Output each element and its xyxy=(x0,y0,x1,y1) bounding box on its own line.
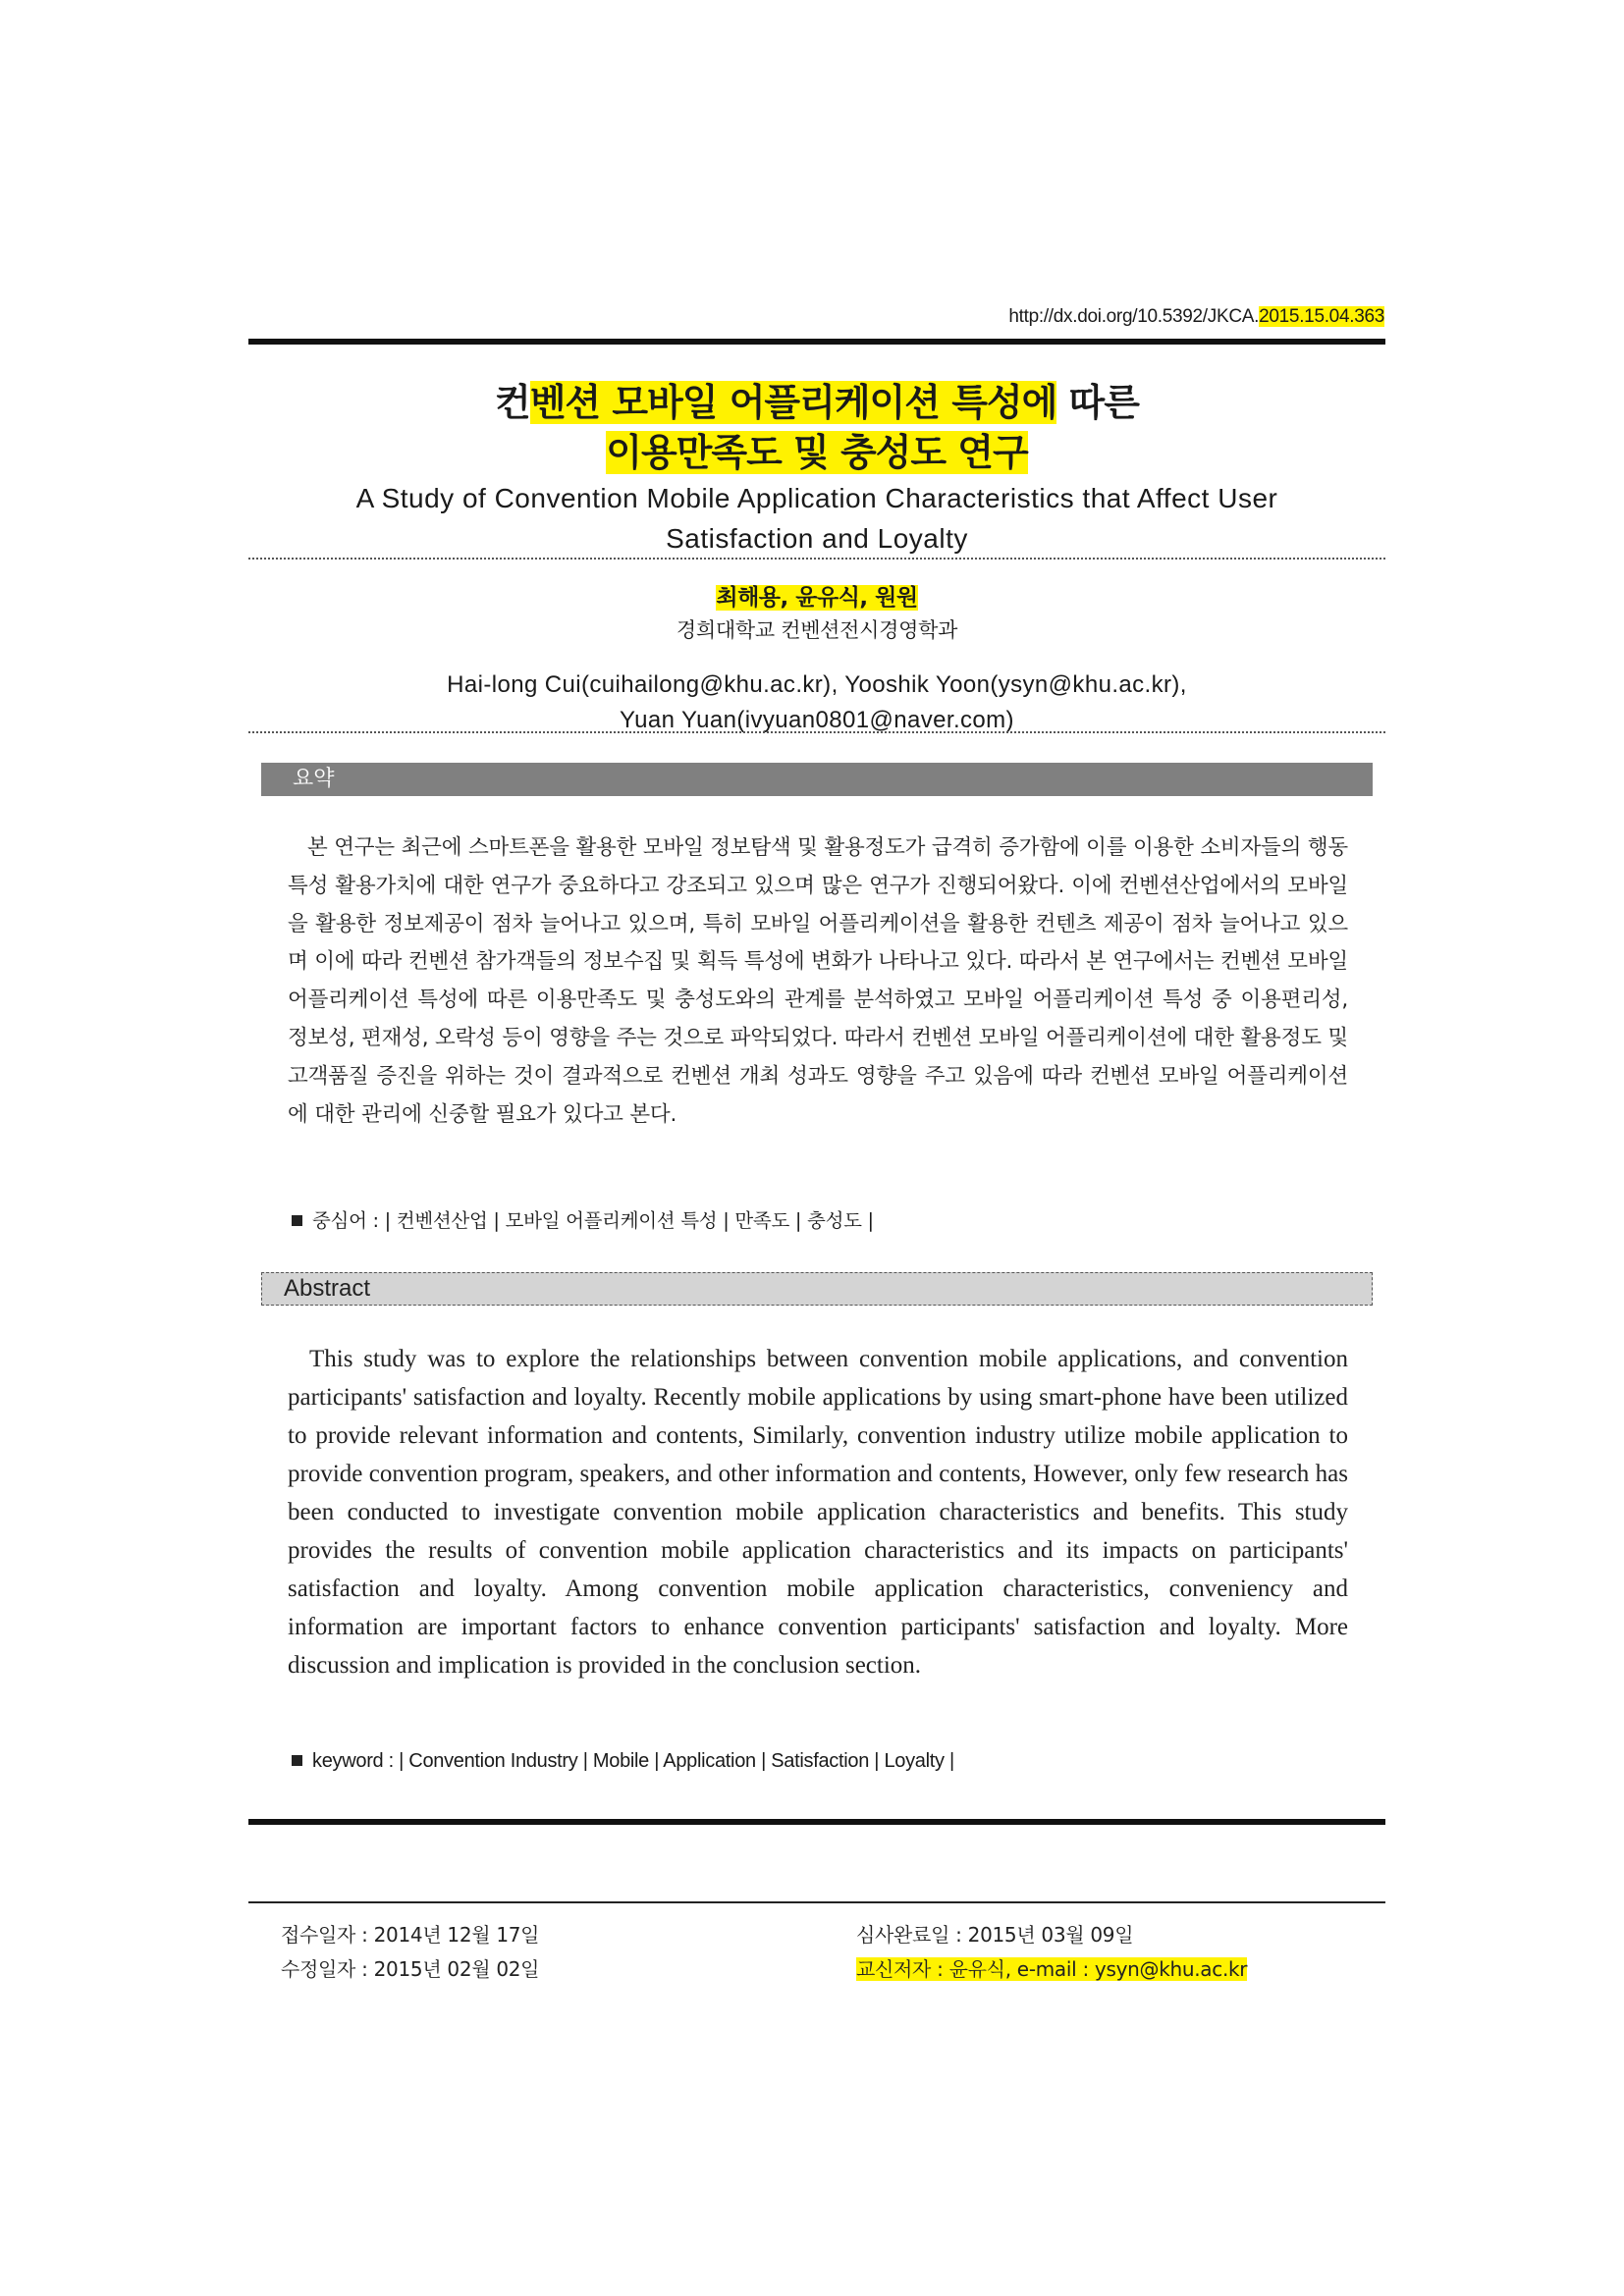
revised-date: 수정일자 : 2015년 02월 02일 xyxy=(281,1957,540,1981)
authors-ko-text: 최해용, 윤유식, 원원 xyxy=(716,585,918,611)
affiliation: 경희대학교 컨벤션전시경영학과 xyxy=(676,618,958,642)
title-divider xyxy=(248,558,1385,560)
title-ko-line2-text: 이용만족도 및 충성도 연구 xyxy=(606,431,1028,474)
authors-divider xyxy=(248,731,1385,733)
corresponding-author-text: 교신저자 : 윤유식, e-mail : ysyn@khu.ac.kr xyxy=(856,1957,1248,1981)
abstract-end-rule xyxy=(248,1819,1385,1825)
abstract-en-body: This study was to explore the relationships between convention mobile applications, and convention participants' satisfaction and loyalty. Recently mobile applications by using smart-phone have been utilized to provide relevant information and contents, Similarly, convention industry utilize mobile application to provide convention program, speakers, and other information and contents, However, only few research has been conducted to investigate convention mobile application characteristics and benefits. This study provides the results of convention mobile application characteristics and its impacts on participants' satisfaction and loyalty. Among convention mobile application characteristics, conveniency and information are important factors to enhance convention participants' satisfaction and loyalty. More discussion and implication is provided in the conclusion section. xyxy=(288,1346,1348,1679)
title-en-line2: Satisfaction and Loyalty xyxy=(666,523,968,554)
abstract-ko-heading: 요약 xyxy=(261,763,1373,796)
authors-ko xyxy=(248,579,1385,612)
authors-en xyxy=(248,667,1385,738)
received-date: 접수일자 : 2014년 12월 17일 xyxy=(281,1923,540,1947)
abstract-en-heading: Abstract xyxy=(261,1272,1373,1306)
title-ko-line1-end: 따른 xyxy=(1056,381,1139,424)
corresponding-author xyxy=(856,1953,1247,1982)
keywords-en-text: keyword : | Convention Industry | Mobile | Application | Satisfaction | Loyalty | xyxy=(312,1750,954,1772)
keywords-ko-text: 중심어 : | 컨벤션산업 | 모바일 어플리케이션 특성 | 만족도 | 충성도 | xyxy=(312,1209,874,1232)
abstract-ko-body: 본 연구는 최근에 스마트폰을 활용한 모바일 정보탐색 및 활용정도가 급격히 증가함에 이를 이용한 소비자들의 행동특성 활용가치에 대한 연구가 중요하다고 강조되고 있으며 많은 연구가 진행되어왔다. 이에 컨벤션산업에서의 모바일을 활용한 정보제공이 점차 늘어나고 있으며, 특히 모바일 어플리케이션을 활용한 컨텐츠 제공이 점차 늘어나고 있으며 이에 따라 컨벤션 참가객들의 정보수집 및 획득 특성에 변화가 나타나고 있다. 따라서 본 연구에서는 컨벤션 모바일 어플리케이션 특성에 따른 이용만족도 및 충성도와의 관계를 분석하였고 모바일 어플리케이션 특성 중 이용편리성, 정보성, 편재성, 오락성 등이 영향을 주는 것으로 파악되었다. 따라서 컨벤션 모바일 어플리케이션에 대한 활용정도 및 고객품질 증진을 위하는 것이 결과적으로 컨벤션 개최 성과도 영향을 주고 있음에 따라 컨벤션 모바일 어플리케이션에 대한 관리에 신중할 필요가 있다고 본다. xyxy=(288,835,1348,1127)
bullet-square-icon xyxy=(292,1755,302,1766)
keywords-en xyxy=(292,1750,954,1773)
footer-rule xyxy=(248,1901,1385,1903)
bullet-square-icon xyxy=(292,1215,302,1226)
authors-en-line1: Hai-long Cui(cuihailong@khu.ac.kr), Yooshik Yoon(ysyn@khu.ac.kr), xyxy=(447,671,1187,698)
doi-prefix: http://dx.doi.org/10.5392/JKCA. xyxy=(1008,306,1260,327)
title-en xyxy=(248,478,1385,559)
header-rule xyxy=(248,339,1385,345)
accepted-date: 심사완료일 : 2015년 03월 09일 xyxy=(856,1923,1134,1947)
title-ko-line1-start: 컨 xyxy=(495,381,530,424)
keywords-ko xyxy=(292,1205,874,1233)
authors-en-line2: Yuan Yuan(ivyuan0801@naver.com) xyxy=(620,707,1014,733)
doi-suffix: 2015.15.04.363 xyxy=(1259,306,1384,327)
title-ko-line1-highlight: 벤션 모바일 어플리케이션 특성에 xyxy=(529,381,1057,424)
title-ko-line2 xyxy=(248,426,1385,479)
title-en-line1: A Study of Convention Mobile Application Characteristics that Affect User xyxy=(355,483,1278,513)
title-ko-line1 xyxy=(248,376,1385,429)
doi-link[interactable] xyxy=(1008,306,1384,328)
